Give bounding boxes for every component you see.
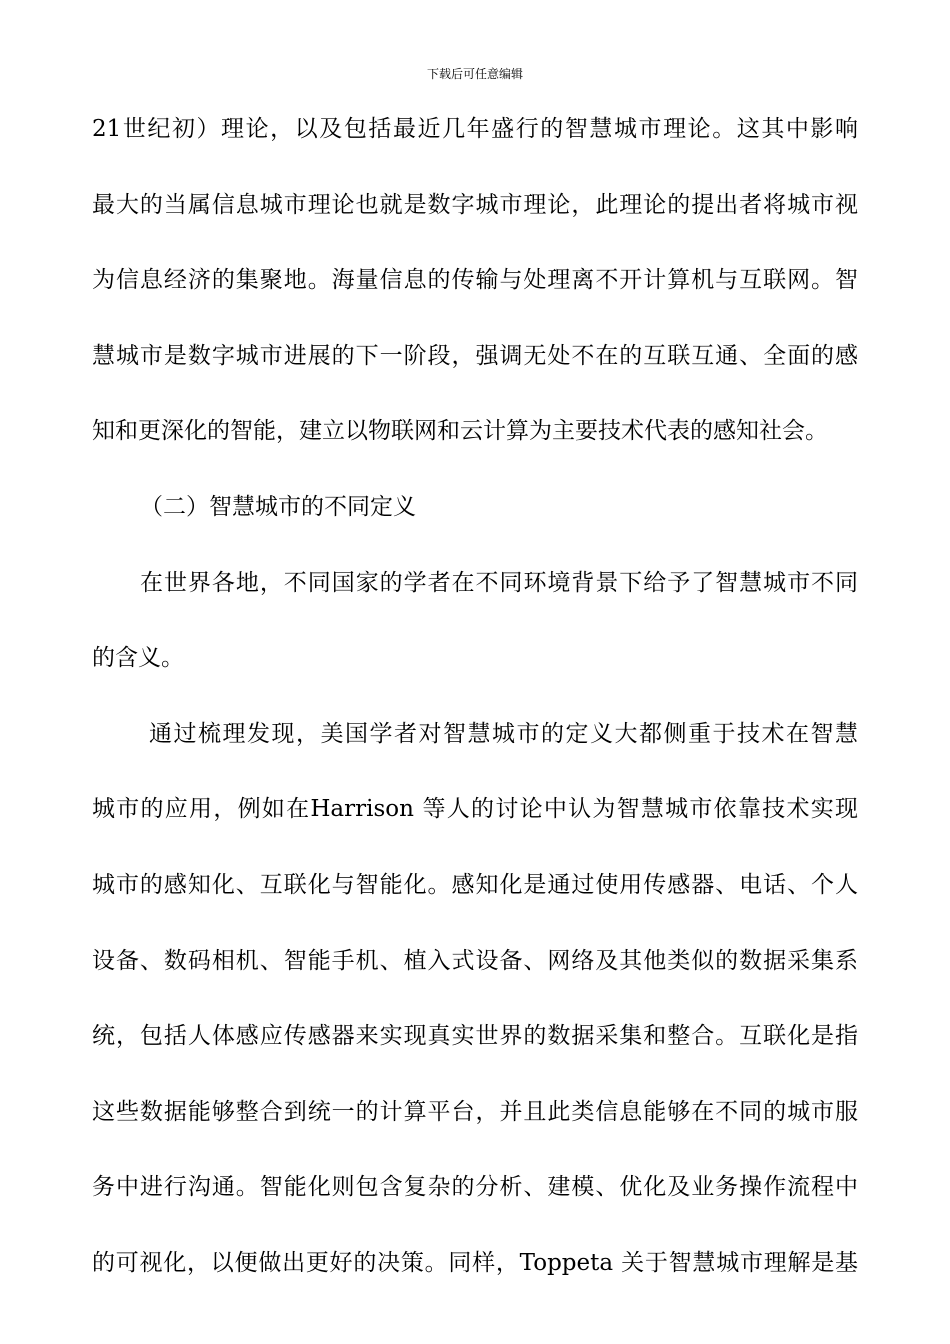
text-line: 知和更深化的智能，建立以物联网和云计算为主要技术代表的感知社会。 bbox=[92, 418, 828, 445]
document-body bbox=[92, 112, 858, 1322]
text-line: 慧城市是数字城市进展的下一阶段，强调无处不在的互联互通、全面的感 bbox=[92, 342, 858, 369]
text-line: 城市的感知化、互联化与智能化。感知化是通过使用传感器、电话、个人 bbox=[92, 871, 858, 898]
text-line: 为信息经济的集聚地。海量信息的传输与处理离不开计算机与互联网。智 bbox=[92, 267, 858, 294]
text-line: 这些数据能够整合到统一的计算平台，并且此类信息能够在不同的城市服 bbox=[92, 1098, 858, 1125]
text-line: 通过梳理发现，美国学者对智慧城市的定义大都侧重于技术在智慧 bbox=[149, 720, 858, 747]
text-line: 城市的应用，例如在Harrison 等人的讨论中认为智慧城市依靠技术实现 bbox=[92, 796, 858, 823]
text-line: 设备、数码相机、智能手机、植入式设备、网络及其他类似的数据采集系 bbox=[92, 947, 858, 974]
text-line: 务中进行沟通。智能化则包含复杂的分析、建模、优化及业务操作流程中 bbox=[92, 1174, 858, 1201]
text-line: 在世界各地，不同国家的学者在不同环境背景下给予了智慧城市不同 bbox=[140, 569, 858, 596]
text-line: 统，包括人体感应传感器来实现真实世界的数据采集和整合。互联化是指 bbox=[92, 1023, 858, 1050]
section-heading: （二）智慧城市的不同定义 bbox=[140, 493, 416, 520]
text-line: 最大的当属信息城市理论也就是数字城市理论，此理论的提出者将城市视 bbox=[92, 191, 858, 218]
text-line: 21世纪初）理论，以及包括最近几年盛行的智慧城市理论。这其中影响 bbox=[92, 116, 858, 142]
page-header-note: 下载后可任意编辑 bbox=[426, 67, 523, 81]
text-line: 的含义。 bbox=[92, 645, 184, 672]
text-line: 的可视化，以便做出更好的决策。同样，Toppeta 关于智慧城市理解是基 bbox=[92, 1249, 858, 1276]
